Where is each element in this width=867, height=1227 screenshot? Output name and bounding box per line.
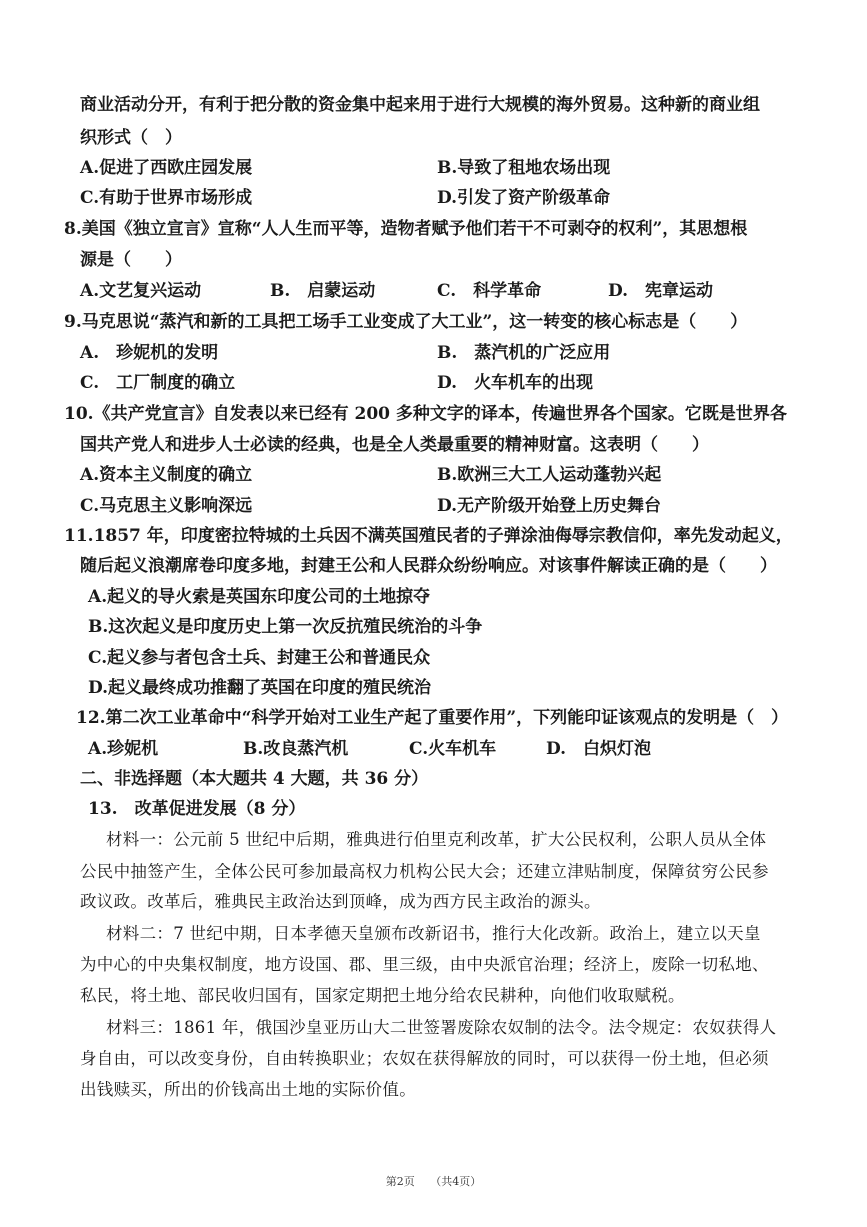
section2-heading: 二、非选择题（本大题共 4 大题，共 36 分） xyxy=(80,769,429,789)
material2-line2: 为中心的中央集权制度，地方设国、郡、里三级，由中央派官治理；经济上，废除一切私地、 xyxy=(80,955,769,974)
total-pages: （共4页） xyxy=(430,1175,482,1188)
q7-option-c: C.有助于世界市场形成 xyxy=(80,188,253,208)
q10-stem-line1: 10.《共产党宣言》自发表以来已经有 200 多种文字的译本，传遍世界各个国家。它既是世界各 xyxy=(64,404,787,424)
material1-line2: 公民中抽签产生，全体公民可参加最高权力机构公民大会；还建立津贴制度，保障贫穷公民参 xyxy=(80,862,769,881)
q9-option-a: A. 珍妮机的发明 xyxy=(80,343,219,363)
q9-option-b: B. 蒸汽机的广泛应用 xyxy=(437,343,611,363)
q7-option-d: D.引发了资产阶级革命 xyxy=(437,188,611,208)
q10-option-a: A.资本主义制度的确立 xyxy=(80,465,253,485)
q8-option-b: B. 启蒙运动 xyxy=(270,281,376,301)
q11-option-b: B.这次起义是印度历史上第一次反抗殖民统治的斗争 xyxy=(88,617,483,637)
q8-option-d: D. 宪章运动 xyxy=(608,281,714,301)
page-number: 第2页 xyxy=(385,1175,415,1188)
q12-option-d: D. 白炽灯泡 xyxy=(546,739,652,759)
material2-line1: 材料二：7 世纪中期，日本孝德天皇颁布改新诏书，推行大化改新。政治上，建立以天皇 xyxy=(106,924,761,943)
q10-option-c: C.马克思主义影响深远 xyxy=(80,496,253,516)
q8-stem-line1: 8.美国《独立宣言》宣称“人人生而平等，造物者赋予他们若干不可剥夺的权利”，其思想根 xyxy=(64,219,748,239)
q7-stem-line1: 商业活动分开，有利于把分散的资金集中起来用于进行大规模的海外贸易。这种新的商业组 xyxy=(80,95,760,115)
q11-stem-line2: 随后起义浪潮席卷印度多地，封建王公和人民群众纷纷响应。对该事件解读正确的是（ ） xyxy=(80,556,777,576)
material3-line1: 材料三：1861 年，俄国沙皇亚历山大二世签署废除农奴制的法令。法令规定：农奴获得人 xyxy=(106,1018,777,1037)
page-footer xyxy=(0,1173,867,1189)
q13-title: 13. 改革促进发展（8 分） xyxy=(88,799,306,819)
q12-option-a: A.珍妮机 xyxy=(88,739,159,759)
q12-stem: 12.第二次工业革命中“科学开始对工业生产起了重要作用”，下列能印证该观点的发明是（ ） xyxy=(76,708,789,728)
q9-stem: 9.马克思说“蒸汽和新的工具把工场手工业变成了大工业”，这一转变的核心标志是（ ） xyxy=(64,312,748,332)
q7-option-b: B.导致了租地农场出现 xyxy=(437,158,611,178)
q11-option-d: D.起义最终成功推翻了英国在印度的殖民统治 xyxy=(88,678,432,698)
q9-option-c: C. 工厂制度的确立 xyxy=(80,373,236,393)
q10-stem-line2: 国共产党人和进步人士必读的经典，也是全人类最重要的精神财富。这表明（ ） xyxy=(80,435,709,455)
q8-option-c: C. 科学革命 xyxy=(437,281,542,301)
q11-option-c: C.起义参与者包含土兵、封建王公和普通民众 xyxy=(88,648,431,668)
q8-option-a: A.文艺复兴运动 xyxy=(80,281,202,301)
material1-line1: 材料一：公元前 5 世纪中后期，雅典进行伯里克利改革，扩大公民权利，公职人员从全体 xyxy=(106,830,767,849)
q10-option-d: D.无产阶级开始登上历史舞台 xyxy=(437,496,662,516)
material3-line2: 身自由，可以改变身份，自由转换职业；农奴在获得解放的同时，可以获得一份土地，但必须 xyxy=(80,1049,769,1068)
q12-option-b: B.改良蒸汽机 xyxy=(243,739,349,759)
q11-stem-line1: 11.1857 年，印度密拉特城的土兵因不满英国殖民者的子弹涂油侮辱宗教信仰，率先发动起义， xyxy=(64,526,793,546)
q7-option-a: A.促进了西欧庄园发展 xyxy=(80,158,253,178)
q9-option-d: D. 火车机车的出现 xyxy=(437,373,594,393)
q11-option-a: A.起义的导火索是英国东印度公司的土地掠夺 xyxy=(88,587,431,607)
material1-line3: 政议政。改革后，雅典民主政治达到顶峰，成为西方民主政治的源头。 xyxy=(80,892,601,911)
q10-option-b: B.欧洲三大工人运动蓬勃兴起 xyxy=(437,465,662,485)
q7-stem-line2: 织形式（ ） xyxy=(80,128,182,148)
material2-line3: 私民，将土地、部民收归国有，国家定期把土地分给农民耕种，向他们收取赋税。 xyxy=(80,986,685,1005)
material3-line3: 出钱赎买，所出的价钱高出土地的实际价值。 xyxy=(80,1080,416,1099)
q8-stem-line2: 源是（ ） xyxy=(80,250,182,270)
q12-option-c: C.火车机车 xyxy=(409,739,497,759)
